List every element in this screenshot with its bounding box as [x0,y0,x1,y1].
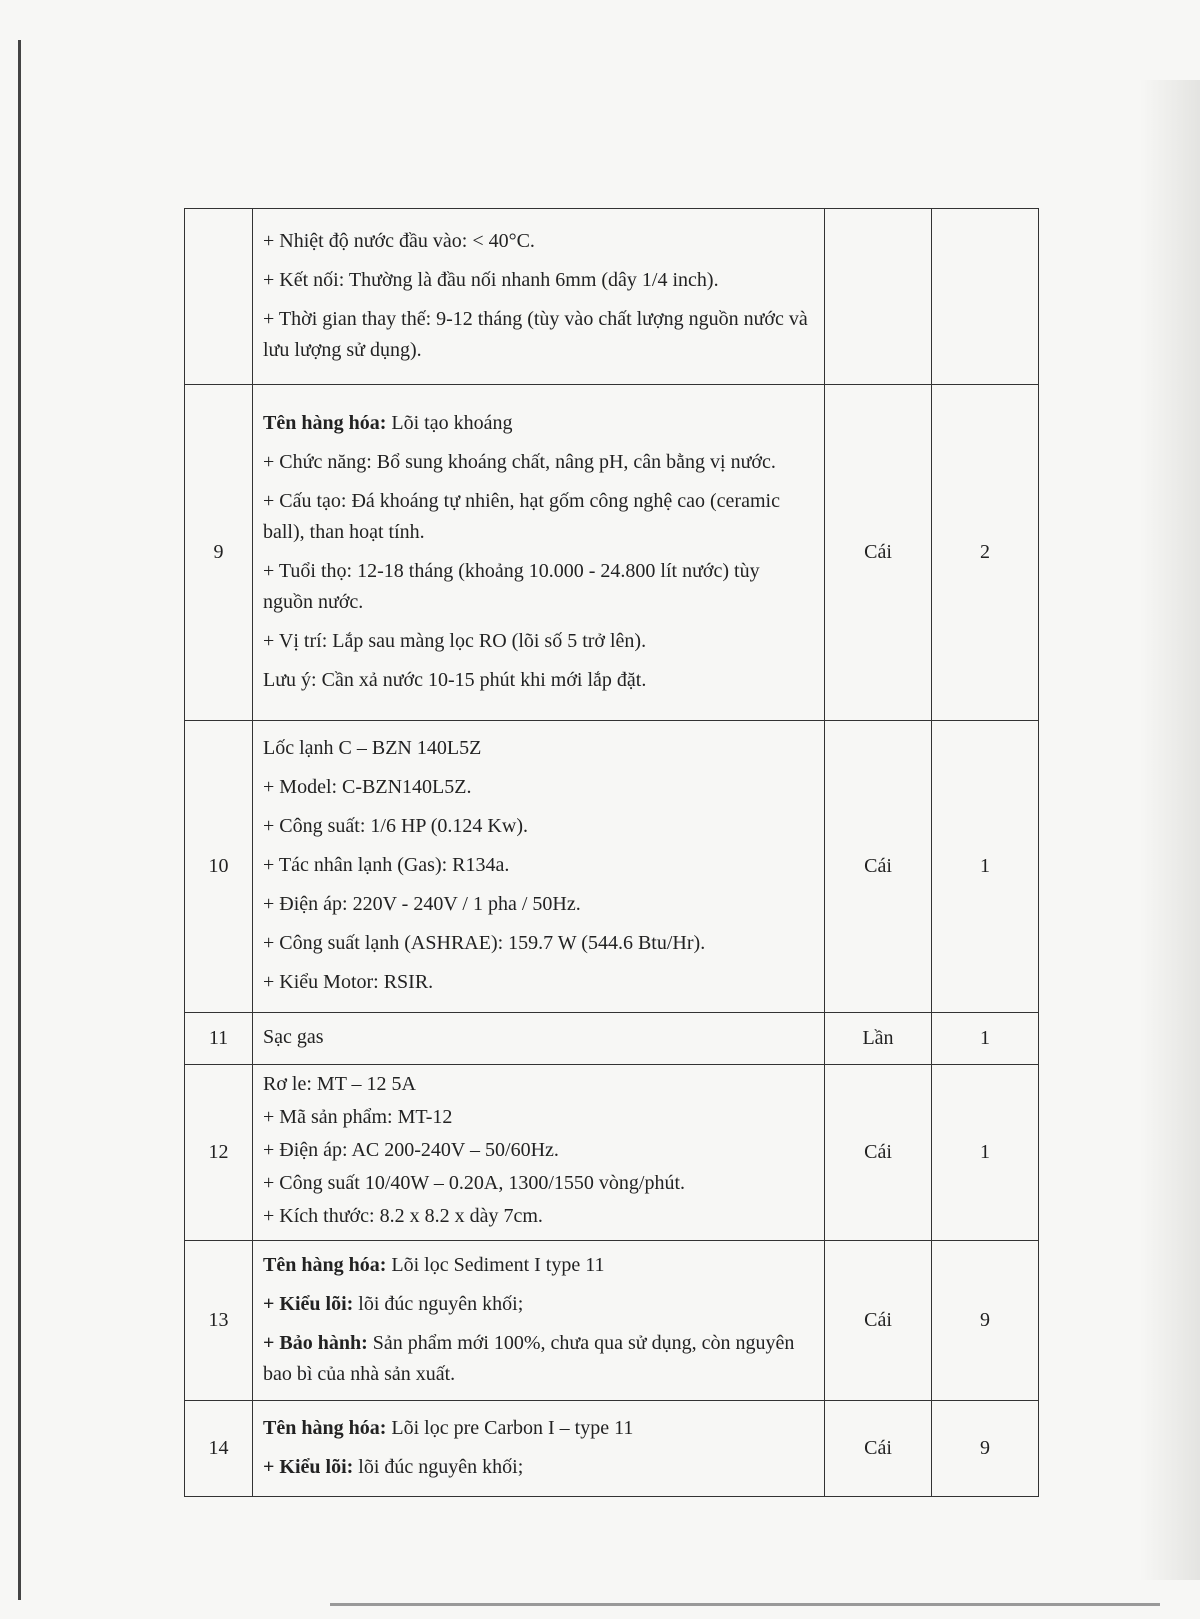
spec-line: + Tác nhân lạnh (Gas): R134a. [263,854,510,876]
item-description [253,385,825,721]
core-type-label: + Kiểu lõi: [263,1292,354,1315]
item-name-value: Lõi lọc pre Carbon I – type 11 [391,1416,634,1439]
item-description [253,1241,825,1401]
item-name-label: Tên hàng hóa: [263,411,387,434]
quantity-cell: 1 [932,1013,1039,1065]
item-description [253,1065,825,1241]
spec-line: + Model: C-BZN140L5Z. [263,776,472,798]
item-name-value: Lõi lọc Sediment I type 11 [391,1253,605,1276]
item-name-line [263,408,814,439]
table-row [185,1241,1039,1401]
quantity-cell: 2 [932,385,1039,721]
core-type-label: + Kiểu lõi: [263,1455,354,1478]
unit-cell: Cái [825,1401,932,1497]
goods-table [184,208,1039,1497]
item-name-line [263,1250,814,1281]
spec-line: + Tuổi thọ: 12-18 tháng (khoảng 10.000 - 24.800 lít nước) tùy nguồn nước. [263,559,760,613]
spec-line: + Cấu tạo: Đá khoáng tự nhiên, hạt gốm công nghệ cao (ceramic ball), than hoạt tính. [263,489,780,543]
table-row [185,209,1039,385]
scan-shadow [1140,80,1200,1580]
warranty-label: + Bảo hành: [263,1331,368,1354]
unit-cell: Cái [825,1065,932,1241]
unit-cell [825,209,932,385]
spec-line: + Kết nối: Thường là đầu nối nhanh 6mm (dây 1/4 inch). [263,268,719,291]
row-number: 12 [185,1065,253,1241]
item-name-label: Tên hàng hóa: [263,1416,387,1439]
quantity-cell: 9 [932,1241,1039,1401]
quantity-cell: 1 [932,721,1039,1013]
item-description [253,1013,825,1065]
item-name-line: Sạc gas [263,1026,324,1048]
spec-line: + Chức năng: Bổ sung khoáng chất, nâng pH, cân bằng vị nước. [263,450,776,473]
item-name-line [263,1413,814,1444]
spec-line: + Kích thước: 8.2 x 8.2 x dày 7cm. [263,1205,543,1227]
core-type-value: lõi đúc nguyên khối; [358,1455,524,1478]
spec-line: + Vị trí: Lắp sau màng lọc RO (lõi số 5 trở lên). [263,629,647,652]
unit-cell: Lần [825,1013,932,1065]
table-row [185,1401,1039,1497]
spec-line: + Công suất 10/40W – 0.20A, 1300/1550 vòng/phút. [263,1172,686,1194]
core-type-value: lõi đúc nguyên khối; [358,1292,524,1315]
table-row [185,1065,1039,1241]
item-name-line: Lốc lạnh C – BZN 140L5Z [263,737,482,759]
item-name-value: Lõi tạo khoáng [391,411,513,434]
item-description [253,721,825,1013]
spec-line: + Mã sản phẩm: MT-12 [263,1106,453,1128]
row-number [185,209,253,385]
row-number: 9 [185,385,253,721]
row-number: 14 [185,1401,253,1497]
page-bottom-edge [330,1603,1160,1606]
table-row [185,1013,1039,1065]
page-edge [18,40,21,1600]
row-number: 13 [185,1241,253,1401]
item-name-line: Rơ le: MT – 12 5A [263,1073,416,1095]
note-line: Lưu ý: Cần xả nước 10-15 phút khi mới lắp đặt. [263,668,647,691]
table-row [185,385,1039,721]
unit-cell: Cái [825,721,932,1013]
warranty-line [263,1328,814,1390]
unit-cell: Cái [825,385,932,721]
item-description [253,209,825,385]
quantity-cell: 9 [932,1401,1039,1497]
unit-cell: Cái [825,1241,932,1401]
table-row [185,721,1039,1013]
spec-line: + Điện áp: AC 200-240V – 50/60Hz. [263,1139,559,1161]
core-type-line [263,1452,814,1483]
core-type-line [263,1289,814,1320]
row-number: 10 [185,721,253,1013]
quantity-cell [932,209,1039,385]
spec-line: + Công suất lạnh (ASHRAE): 159.7 W (544.6 Btu/Hr). [263,932,706,954]
item-name-label: Tên hàng hóa: [263,1253,387,1276]
spec-line: + Điện áp: 220V - 240V / 1 pha / 50Hz. [263,893,581,915]
row-number: 11 [185,1013,253,1065]
spec-line: + Kiểu Motor: RSIR. [263,971,434,993]
warranty-value: Sản phẩm mới 100%, chưa qua sử dụng, còn nguyên bao bì của nhà sản xuất. [263,1331,795,1385]
item-description [253,1401,825,1497]
spec-line: + Thời gian thay thế: 9-12 tháng (tùy vào chất lượng nguồn nước và lưu lượng sử dụng). [263,307,808,361]
spec-line: + Công suất: 1/6 HP (0.124 Kw). [263,815,528,837]
spec-line: + Nhiệt độ nước đầu vào: < 40°C. [263,229,535,252]
quantity-cell: 1 [932,1065,1039,1241]
